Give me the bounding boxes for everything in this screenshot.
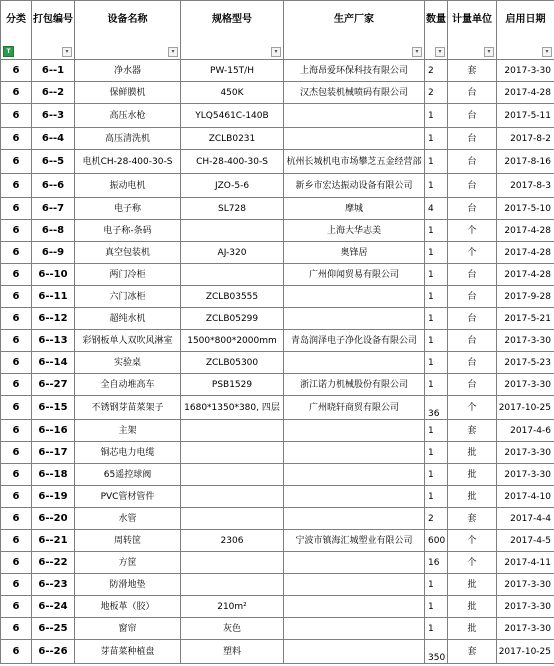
table-row[interactable] xyxy=(1,352,554,374)
header-package-no[interactable]: 打包编号 ▾ xyxy=(32,1,75,60)
cell-spec-model[interactable]: CH-28-400-30-S xyxy=(181,150,284,174)
cell-category[interactable]: 6 xyxy=(1,242,32,264)
cell-device-name[interactable]: 超纯水机 xyxy=(75,308,181,330)
cell-unit[interactable]: 套 xyxy=(448,60,497,82)
cell-category[interactable]: 6 xyxy=(1,104,32,128)
cell-device-name[interactable]: 铜芯电力电缆 xyxy=(75,442,181,464)
cell-category[interactable]: 6 xyxy=(1,330,32,352)
filter-dropdown-icon[interactable]: ▾ xyxy=(271,47,281,57)
cell-device-name[interactable]: 主架 xyxy=(75,420,181,442)
cell-spec-model[interactable]: ZCLB05299 xyxy=(181,308,284,330)
table-row[interactable] xyxy=(1,420,554,442)
cell-package-no[interactable]: 6--20 xyxy=(32,508,75,530)
cell-category[interactable]: 6 xyxy=(1,60,32,82)
cell-quantity[interactable]: 1 xyxy=(425,104,448,128)
cell-start-date[interactable]: 2017-4-6 xyxy=(497,420,554,442)
cell-quantity[interactable]: 2 xyxy=(425,60,448,82)
cell-device-name[interactable]: 两门冷柜 xyxy=(75,264,181,286)
cell-start-date[interactable]: 2017-8-16 xyxy=(497,150,554,174)
header-spec-model[interactable]: 规格型号 ▾ xyxy=(181,1,284,60)
cell-package-no[interactable]: 6--23 xyxy=(32,574,75,596)
table-row[interactable] xyxy=(1,618,554,640)
cell-package-no[interactable]: 6--15 xyxy=(32,396,75,420)
cell-device-name[interactable]: PVC管材管件 xyxy=(75,486,181,508)
cell-device-name[interactable]: 地板革（胶） xyxy=(75,596,181,618)
cell-category[interactable]: 6 xyxy=(1,420,32,442)
cell-unit[interactable]: 个 xyxy=(448,220,497,242)
cell-quantity[interactable]: 1 xyxy=(425,330,448,352)
cell-start-date[interactable]: 2017-4-11 xyxy=(497,552,554,574)
cell-start-date[interactable]: 2017-3-30 xyxy=(497,596,554,618)
cell-manufacturer[interactable]: 摩城 xyxy=(284,198,425,220)
cell-package-no[interactable]: 6--24 xyxy=(32,596,75,618)
cell-package-no[interactable]: 6--16 xyxy=(32,420,75,442)
cell-quantity[interactable]: 1 xyxy=(425,308,448,330)
table-row[interactable] xyxy=(1,242,554,264)
cell-device-name[interactable]: 全自动堆高车 xyxy=(75,374,181,396)
cell-quantity[interactable]: 1 xyxy=(425,150,448,174)
cell-package-no[interactable]: 6--8 xyxy=(32,220,75,242)
cell-unit[interactable]: 台 xyxy=(448,198,497,220)
cell-category[interactable]: 6 xyxy=(1,82,32,104)
cell-manufacturer[interactable] xyxy=(284,552,425,574)
cell-start-date[interactable]: 2017-4-10 xyxy=(497,486,554,508)
filter-dropdown-icon[interactable]: ▾ xyxy=(62,47,72,57)
cell-spec-model[interactable]: PW-15T/H xyxy=(181,60,284,82)
cell-device-name[interactable]: 周转筐 xyxy=(75,530,181,552)
cell-unit[interactable]: 台 xyxy=(448,264,497,286)
cell-start-date[interactable]: 2017-4-4 xyxy=(497,508,554,530)
cell-start-date[interactable]: 2017-4-28 xyxy=(497,82,554,104)
cell-quantity[interactable]: 1 xyxy=(425,264,448,286)
table-row[interactable] xyxy=(1,552,554,574)
cell-category[interactable]: 6 xyxy=(1,174,32,198)
cell-category[interactable]: 6 xyxy=(1,352,32,374)
cell-manufacturer[interactable]: 新乡市宏达振动设备有限公司 xyxy=(284,174,425,198)
cell-spec-model[interactable]: AJ-320 xyxy=(181,242,284,264)
cell-device-name[interactable]: 方筐 xyxy=(75,552,181,574)
cell-spec-model[interactable] xyxy=(181,220,284,242)
cell-manufacturer[interactable] xyxy=(284,286,425,308)
cell-quantity[interactable]: 2 xyxy=(425,508,448,530)
cell-spec-model[interactable] xyxy=(181,464,284,486)
cell-unit[interactable]: 批 xyxy=(448,618,497,640)
cell-manufacturer[interactable] xyxy=(284,618,425,640)
cell-start-date[interactable]: 2017-9-28 xyxy=(497,286,554,308)
cell-manufacturer[interactable] xyxy=(284,574,425,596)
cell-package-no[interactable]: 6--27 xyxy=(32,374,75,396)
table-row[interactable] xyxy=(1,396,554,420)
cell-start-date[interactable]: 2017-3-30 xyxy=(497,60,554,82)
cell-package-no[interactable]: 6--22 xyxy=(32,552,75,574)
cell-start-date[interactable]: 2017-5-11 xyxy=(497,104,554,128)
cell-quantity[interactable]: 2 xyxy=(425,82,448,104)
table-row[interactable] xyxy=(1,486,554,508)
cell-unit[interactable]: 套 xyxy=(448,508,497,530)
cell-spec-model[interactable]: 塑料 xyxy=(181,640,284,664)
cell-quantity[interactable]: 1 xyxy=(425,128,448,150)
cell-quantity[interactable]: 1 xyxy=(425,174,448,198)
cell-quantity[interactable]: 1 xyxy=(425,442,448,464)
filter-dropdown-icon[interactable]: ▾ xyxy=(542,47,552,57)
cell-unit[interactable]: 个 xyxy=(448,396,497,420)
header-row xyxy=(1,1,554,60)
cell-quantity[interactable]: 1 xyxy=(425,420,448,442)
cell-unit[interactable]: 台 xyxy=(448,128,497,150)
cell-manufacturer[interactable]: 上海大华志美 xyxy=(284,220,425,242)
cell-quantity[interactable]: 1 xyxy=(425,574,448,596)
cell-device-name[interactable]: 实验桌 xyxy=(75,352,181,374)
cell-spec-model[interactable]: 灰色 xyxy=(181,618,284,640)
cell-manufacturer[interactable] xyxy=(284,352,425,374)
cell-quantity[interactable]: 1 xyxy=(425,286,448,308)
cell-unit[interactable]: 套 xyxy=(448,640,497,664)
cell-spec-model[interactable]: SL728 xyxy=(181,198,284,220)
cell-category[interactable]: 6 xyxy=(1,574,32,596)
cell-start-date[interactable]: 2017-4-28 xyxy=(497,220,554,242)
cell-manufacturer[interactable]: 宁波市镇海汇城塑业有限公司 xyxy=(284,530,425,552)
cell-quantity[interactable]: 16 xyxy=(425,552,448,574)
cell-package-no[interactable]: 6--11 xyxy=(32,286,75,308)
cell-device-name[interactable]: 水管 xyxy=(75,508,181,530)
cell-unit[interactable]: 台 xyxy=(448,330,497,352)
cell-device-name[interactable]: 高压水枪 xyxy=(75,104,181,128)
cell-manufacturer[interactable]: 杭州长城机电市场攀芝五金经营部 xyxy=(284,150,425,174)
cell-package-no[interactable]: 6--2 xyxy=(32,82,75,104)
filter-dropdown-icon[interactable]: ▾ xyxy=(484,47,494,57)
cell-manufacturer[interactable]: 奥锋居 xyxy=(284,242,425,264)
cell-start-date[interactable]: 2017-5-10 xyxy=(497,198,554,220)
cell-unit[interactable]: 批 xyxy=(448,442,497,464)
cell-device-name[interactable]: 电子称 xyxy=(75,198,181,220)
cell-start-date[interactable]: 2017-10-25 xyxy=(497,640,554,664)
cell-package-no[interactable]: 6--5 xyxy=(32,150,75,174)
cell-spec-model[interactable]: JZO-5-6 xyxy=(181,174,284,198)
table-row[interactable] xyxy=(1,530,554,552)
cell-category[interactable]: 6 xyxy=(1,128,32,150)
cell-start-date[interactable]: 2017-3-30 xyxy=(497,330,554,352)
cell-spec-model[interactable]: 1680*1350*380, 四层 xyxy=(181,396,284,420)
cell-quantity[interactable]: 1 xyxy=(425,242,448,264)
cell-unit[interactable]: 台 xyxy=(448,150,497,174)
cell-unit[interactable]: 批 xyxy=(448,596,497,618)
cell-manufacturer[interactable] xyxy=(284,596,425,618)
cell-manufacturer[interactable] xyxy=(284,420,425,442)
cell-unit[interactable]: 批 xyxy=(448,486,497,508)
cell-manufacturer[interactable]: 广州晓轩商贸有限公司 xyxy=(284,396,425,420)
cell-quantity[interactable]: 1 xyxy=(425,352,448,374)
cell-unit[interactable]: 个 xyxy=(448,530,497,552)
cell-quantity[interactable]: 1 xyxy=(425,486,448,508)
cell-unit[interactable]: 个 xyxy=(448,552,497,574)
table-row[interactable] xyxy=(1,574,554,596)
cell-start-date[interactable]: 2017-3-30 xyxy=(497,574,554,596)
cell-start-date[interactable]: 2017-3-30 xyxy=(497,442,554,464)
table-row[interactable] xyxy=(1,596,554,618)
cell-category[interactable]: 6 xyxy=(1,308,32,330)
cell-category[interactable]: 6 xyxy=(1,374,32,396)
cell-spec-model[interactable]: 2306 xyxy=(181,530,284,552)
table-row[interactable] xyxy=(1,330,554,352)
cell-package-no[interactable]: 6--9 xyxy=(32,242,75,264)
cell-spec-model[interactable] xyxy=(181,486,284,508)
cell-quantity[interactable]: 1 xyxy=(425,618,448,640)
cell-spec-model[interactable] xyxy=(181,442,284,464)
header-start-date[interactable]: 启用日期 ▾ xyxy=(497,1,554,60)
table-row[interactable] xyxy=(1,150,554,174)
cell-spec-model[interactable] xyxy=(181,264,284,286)
cell-quantity[interactable]: 350 xyxy=(425,640,448,664)
cell-spec-model[interactable] xyxy=(181,508,284,530)
cell-unit[interactable]: 套 xyxy=(448,420,497,442)
cell-device-name[interactable]: 真空包装机 xyxy=(75,242,181,264)
cell-package-no[interactable]: 6--14 xyxy=(32,352,75,374)
cell-device-name[interactable]: 保鲜膜机 xyxy=(75,82,181,104)
cell-package-no[interactable]: 6--6 xyxy=(32,174,75,198)
cell-quantity[interactable]: 600 xyxy=(425,530,448,552)
cell-device-name[interactable]: 65遥控球阀 xyxy=(75,464,181,486)
cell-category[interactable]: 6 xyxy=(1,640,32,664)
cell-spec-model[interactable]: ZCLB03555 xyxy=(181,286,284,308)
cell-category[interactable]: 6 xyxy=(1,530,32,552)
cell-manufacturer[interactable] xyxy=(284,308,425,330)
header-category[interactable]: 分类 T xyxy=(1,1,32,60)
active-filter-icon[interactable]: T xyxy=(3,46,14,57)
cell-manufacturer[interactable]: 汉杰包装机械喷码有限公司 xyxy=(284,82,425,104)
cell-category[interactable]: 6 xyxy=(1,286,32,308)
table-row[interactable] xyxy=(1,640,554,664)
cell-package-no[interactable]: 6--3 xyxy=(32,104,75,128)
cell-quantity[interactable]: 36 xyxy=(425,396,448,420)
cell-manufacturer[interactable] xyxy=(284,128,425,150)
table-row[interactable] xyxy=(1,308,554,330)
filter-dropdown-icon[interactable]: ▾ xyxy=(435,47,445,57)
cell-package-no[interactable]: 6--19 xyxy=(32,486,75,508)
cell-spec-model[interactable]: 1500*800*2000mm xyxy=(181,330,284,352)
table-row[interactable] xyxy=(1,198,554,220)
cell-manufacturer[interactable] xyxy=(284,104,425,128)
cell-device-name[interactable]: 不锈钢芽苗菜架子 xyxy=(75,396,181,420)
header-unit[interactable]: 计量单位 ▾ xyxy=(448,1,497,60)
cell-start-date[interactable]: 2017-5-21 xyxy=(497,308,554,330)
cell-category[interactable]: 6 xyxy=(1,264,32,286)
table-row[interactable] xyxy=(1,374,554,396)
cell-device-name[interactable]: 防滑地垫 xyxy=(75,574,181,596)
cell-spec-model[interactable]: 450K xyxy=(181,82,284,104)
cell-start-date[interactable]: 2017-8-2 xyxy=(497,128,554,150)
cell-manufacturer[interactable] xyxy=(284,508,425,530)
cell-start-date[interactable]: 2017-5-23 xyxy=(497,352,554,374)
cell-unit[interactable]: 台 xyxy=(448,82,497,104)
filter-dropdown-icon[interactable]: ▾ xyxy=(412,47,422,57)
cell-spec-model[interactable] xyxy=(181,552,284,574)
cell-category[interactable]: 6 xyxy=(1,442,32,464)
table-row[interactable] xyxy=(1,508,554,530)
cell-start-date[interactable]: 2017-4-5 xyxy=(497,530,554,552)
cell-manufacturer[interactable]: 青岛润泽电子净化设备有限公司 xyxy=(284,330,425,352)
cell-unit[interactable]: 个 xyxy=(448,242,497,264)
cell-unit[interactable]: 台 xyxy=(448,308,497,330)
cell-start-date[interactable]: 2017-10-25 xyxy=(497,396,554,420)
cell-start-date[interactable]: 2017-4-28 xyxy=(497,264,554,286)
cell-unit[interactable]: 台 xyxy=(448,286,497,308)
cell-manufacturer[interactable]: 上海昂爱环保科技有限公司 xyxy=(284,60,425,82)
cell-spec-model[interactable] xyxy=(181,420,284,442)
cell-start-date[interactable]: 2017-8-3 xyxy=(497,174,554,198)
table-row[interactable] xyxy=(1,82,554,104)
cell-package-no[interactable]: 6--17 xyxy=(32,442,75,464)
cell-category[interactable]: 6 xyxy=(1,220,32,242)
cell-package-no[interactable]: 6--21 xyxy=(32,530,75,552)
cell-device-name[interactable]: 彩钢板单人双吹风淋室 xyxy=(75,330,181,352)
cell-device-name[interactable]: 电机CH-28-400-30-S xyxy=(75,150,181,174)
cell-manufacturer[interactable]: 广州仰闻贸易有限公司 xyxy=(284,264,425,286)
cell-device-name[interactable]: 六门冰柜 xyxy=(75,286,181,308)
cell-manufacturer[interactable] xyxy=(284,486,425,508)
cell-device-name[interactable]: 窗帘 xyxy=(75,618,181,640)
cell-spec-model[interactable] xyxy=(181,574,284,596)
cell-quantity[interactable]: 1 xyxy=(425,220,448,242)
cell-device-name[interactable]: 净水器 xyxy=(75,60,181,82)
cell-category[interactable]: 6 xyxy=(1,396,32,420)
table-row[interactable] xyxy=(1,264,554,286)
cell-unit[interactable]: 台 xyxy=(448,174,497,198)
cell-package-no[interactable]: 6--4 xyxy=(32,128,75,150)
cell-category[interactable]: 6 xyxy=(1,150,32,174)
cell-category[interactable]: 6 xyxy=(1,618,32,640)
cell-unit[interactable]: 台 xyxy=(448,352,497,374)
cell-category[interactable]: 6 xyxy=(1,552,32,574)
cell-quantity[interactable]: 4 xyxy=(425,198,448,220)
cell-manufacturer[interactable]: 浙江诺力机械股份有限公司 xyxy=(284,374,425,396)
table-row[interactable] xyxy=(1,104,554,128)
table-row[interactable] xyxy=(1,128,554,150)
cell-package-no[interactable]: 6--25 xyxy=(32,618,75,640)
filter-dropdown-icon[interactable]: ▾ xyxy=(168,47,178,57)
table-row[interactable] xyxy=(1,286,554,308)
cell-unit[interactable]: 台 xyxy=(448,104,497,128)
cell-spec-model[interactable]: PSB1529 xyxy=(181,374,284,396)
cell-spec-model[interactable]: YLQ5461C-140B xyxy=(181,104,284,128)
cell-unit[interactable]: 批 xyxy=(448,574,497,596)
cell-category[interactable]: 6 xyxy=(1,464,32,486)
table-row[interactable] xyxy=(1,174,554,198)
cell-device-name[interactable]: 电子称-条码 xyxy=(75,220,181,242)
cell-spec-model[interactable]: 210m² xyxy=(181,596,284,618)
cell-package-no[interactable]: 6--12 xyxy=(32,308,75,330)
cell-package-no[interactable]: 6--13 xyxy=(32,330,75,352)
cell-package-no[interactable]: 6--1 xyxy=(32,60,75,82)
cell-manufacturer[interactable] xyxy=(284,442,425,464)
cell-unit[interactable]: 批 xyxy=(448,464,497,486)
cell-unit[interactable]: 台 xyxy=(448,374,497,396)
table-row[interactable] xyxy=(1,220,554,242)
cell-device-name[interactable]: 芽苗菜种植盘 xyxy=(75,640,181,664)
header-quantity[interactable]: 数量 ▾ xyxy=(425,1,448,60)
header-device-name[interactable]: 设备名称 ▾ xyxy=(75,1,181,60)
cell-category[interactable]: 6 xyxy=(1,596,32,618)
cell-manufacturer[interactable] xyxy=(284,640,425,664)
header-manufacturer[interactable]: 生产厂家 ▾ xyxy=(284,1,425,60)
cell-device-name[interactable]: 振动电机 xyxy=(75,174,181,198)
cell-spec-model[interactable]: ZCLB05300 xyxy=(181,352,284,374)
cell-package-no[interactable]: 6--18 xyxy=(32,464,75,486)
cell-category[interactable]: 6 xyxy=(1,198,32,220)
cell-start-date[interactable]: 2017-3-30 xyxy=(497,374,554,396)
cell-device-name[interactable]: 高压清洗机 xyxy=(75,128,181,150)
table-row[interactable] xyxy=(1,60,554,82)
cell-package-no[interactable]: 6--7 xyxy=(32,198,75,220)
cell-manufacturer[interactable] xyxy=(284,464,425,486)
cell-quantity[interactable]: 1 xyxy=(425,464,448,486)
cell-start-date[interactable]: 2017-4-28 xyxy=(497,242,554,264)
cell-start-date[interactable]: 2017-3-30 xyxy=(497,618,554,640)
table-row[interactable] xyxy=(1,442,554,464)
cell-quantity[interactable]: 1 xyxy=(425,596,448,618)
cell-package-no[interactable]: 6--26 xyxy=(32,640,75,664)
cell-package-no[interactable]: 6--10 xyxy=(32,264,75,286)
cell-start-date[interactable]: 2017-3-30 xyxy=(497,464,554,486)
cell-category[interactable]: 6 xyxy=(1,486,32,508)
cell-category[interactable]: 6 xyxy=(1,508,32,530)
cell-spec-model[interactable]: ZCLB0231 xyxy=(181,128,284,150)
cell-quantity[interactable]: 1 xyxy=(425,374,448,396)
table-row[interactable] xyxy=(1,464,554,486)
